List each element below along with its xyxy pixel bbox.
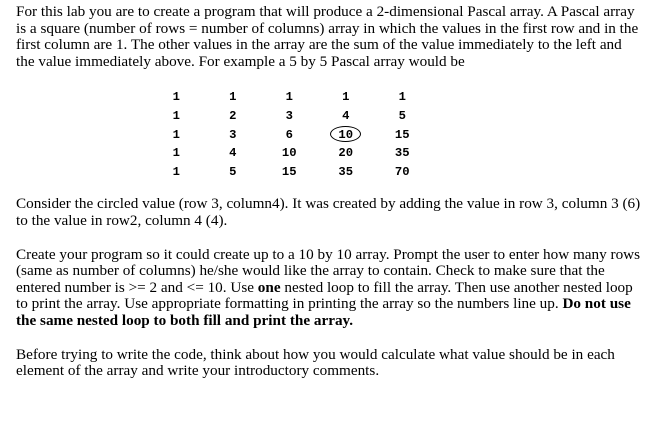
array-cell: 4 — [342, 108, 350, 123]
circled-array-cell: 10 — [318, 126, 375, 145]
array-cell: 5 — [229, 164, 237, 179]
array-cell: 1 — [172, 108, 180, 123]
create-text-part1: Create your program so it could create up to a 10 by 10 array. Prompt the user to enter how many rows (same as number of columns) he/she would like the array to contain. Check to make sure that the entered number is >= 2 and <= 10. Use — [16, 245, 641, 296]
document-page — [16, 4, 644, 380]
pascal-array-grid — [148, 88, 431, 181]
array-row — [148, 88, 431, 107]
array-cell: 1 — [172, 90, 180, 105]
array-cell: 1 — [172, 164, 180, 179]
create-program-paragraph — [16, 247, 644, 330]
array-row — [148, 126, 431, 145]
array-cell: 70 — [394, 164, 410, 179]
array-cell: 15 — [281, 164, 297, 179]
array-cell: 15 — [394, 127, 410, 142]
array-cell: 3 — [285, 108, 293, 123]
array-cell: 5 — [398, 108, 406, 123]
array-cell: 3 — [229, 127, 237, 142]
array-cell: 20 — [338, 146, 354, 161]
array-cell: 1 — [172, 127, 180, 142]
array-cell: 1 — [342, 90, 350, 105]
create-text-part2: nested loop to fill the array. Then use another nested loop to print the array. Use appropriate formatting in printing the array so the numbers line up. — [16, 278, 633, 313]
emphasis-one: one — [257, 278, 281, 296]
array-row — [148, 163, 431, 182]
array-cell: 1 — [398, 90, 406, 105]
before-coding-paragraph: Before trying to write the code, think about how you would calculate what value should be in each element of the array and write your introductory comments. — [16, 345, 615, 380]
emphasis-warning: Do not use the same nested loop to both fill and print the array. — [16, 295, 631, 329]
array-cell: 1 — [285, 90, 293, 105]
array-cell: 2 — [229, 108, 237, 123]
array-cell: 4 — [229, 146, 237, 161]
array-cell: 35 — [338, 164, 354, 179]
pascal-array-example — [16, 88, 644, 186]
array-cell: 1 — [172, 146, 180, 161]
array-row — [148, 144, 431, 163]
array-cell: 1 — [229, 90, 237, 105]
array-cell: 6 — [285, 127, 293, 142]
circled-value-paragraph: Consider the circled value (row 3, column4). It was created by adding the value in row 3, column 3 (6) to the value in row2, column 4 (4). — [16, 195, 641, 229]
array-cell: 10 — [281, 146, 297, 161]
array-row — [148, 107, 431, 126]
array-cell: 35 — [394, 146, 410, 161]
intro-paragraph: For this lab you are to create a program that will produce a 2-dimensional Pascal array. A Pascal array is a square (number of rows = number of columns) array in which the values in the first row and in the first column are 1. The other values in the array are the sum of the value immediately to the left and the value immediately above. For example a 5 by 5 Pascal array would be — [16, 3, 639, 70]
